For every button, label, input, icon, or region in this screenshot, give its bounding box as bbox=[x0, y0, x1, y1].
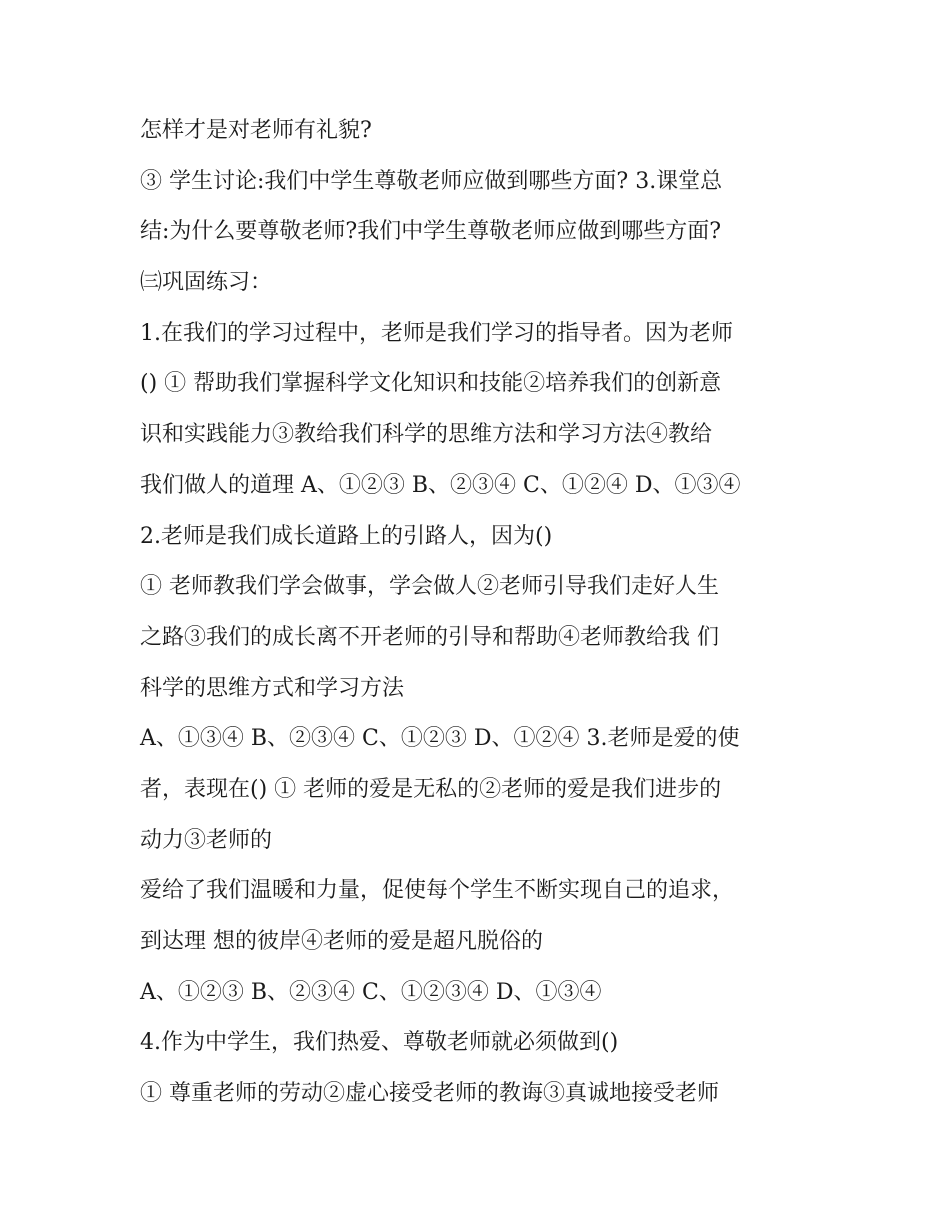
question-2-options: A、①③④ B、②③④ C、①②③ D、①②④ 3.老师是爱的使 bbox=[140, 726, 740, 752]
document-page bbox=[140, 106, 820, 1120]
question-4-line-1: 4.作为中学生，我们热爱、尊敬老师就必须做到() bbox=[140, 1030, 619, 1056]
question-3-line-1: 者，表现在() ① 老师的爱是无私的②老师的爱是我们进步的 bbox=[140, 776, 722, 802]
question-3-line-4: 到达理 想的彼岸④老师的爱是超凡脱俗的 bbox=[140, 929, 543, 954]
text-line-3: 结:为什么要尊敬老师?我们中学生尊敬老师应做到哪些方面? bbox=[140, 219, 722, 245]
question-2-line-1: 2.老师是我们成长道路上的引路人，因为() bbox=[140, 523, 553, 549]
text-line-1: 怎样才是对老师有礼貌? bbox=[140, 118, 372, 143]
question-2-line-4: 科学的思维方式和学习方法 bbox=[140, 675, 405, 701]
question-1-line-2: () ① 帮助我们掌握科学文化知识和技能②培养我们的创新意 bbox=[140, 371, 722, 397]
question-3-line-3: 爱给了我们温暖和力量，促使每个学生不断实现自己的追求， bbox=[140, 878, 735, 904]
question-4-line-2: ① 尊重老师的劳动②虚心接受老师的教诲③真诚地接受老师 bbox=[140, 1081, 719, 1107]
question-2-line-2: ① 老师教我们学会做事，学会做人②老师引导我们走好人生 bbox=[140, 574, 719, 600]
text-line-2: ③ 学生讨论:我们中学生尊敬老师应做到哪些方面? 3.课堂总 bbox=[140, 168, 723, 194]
section-heading: ㈢巩固练习： bbox=[140, 270, 273, 296]
question-1-options: 我们做人的道理 A、①②③ B、②③④ C、①②④ D、①③④ bbox=[140, 472, 741, 498]
question-2-line-3: 之路③我们的成长离不开老师的引导和帮助④老师教给我 们 bbox=[140, 624, 719, 650]
question-1-line-1: 1.在我们的学习过程中，老师是我们学习的指导者。因为老师 bbox=[140, 320, 733, 346]
question-3-line-2: 动力③老师的 bbox=[140, 827, 273, 853]
question-1-line-3: 识和实践能力③教给我们科学的思维方法和学习方法④教给 bbox=[140, 422, 713, 448]
question-3-options: A、①②③ B、②③④ C、①②③④ D、①③④ bbox=[140, 979, 602, 1005]
